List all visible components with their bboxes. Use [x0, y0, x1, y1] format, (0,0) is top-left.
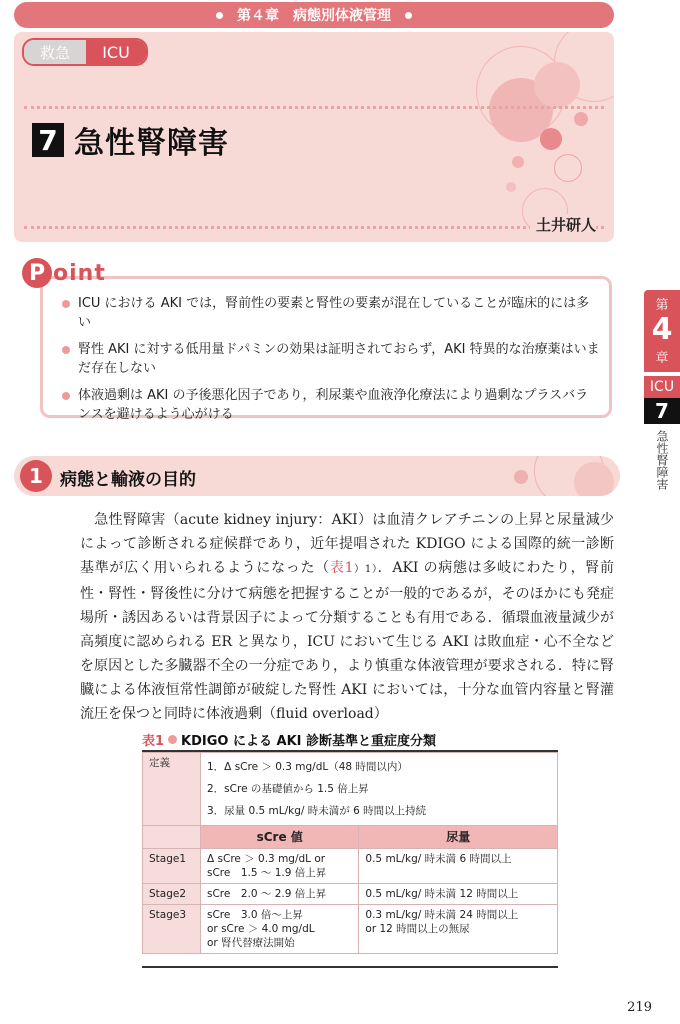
- cell-line: 0.5 mL/kg/ 時未満 12 時間以上: [365, 888, 519, 900]
- table-row: [143, 905, 558, 954]
- dotted-divider: [24, 226, 604, 229]
- author-name: 土井研人: [530, 214, 596, 235]
- page-title: [32, 118, 229, 162]
- table-header-row: [143, 826, 558, 849]
- body-text-part2: ．AKI の病態は多岐にわたり，腎前性・腎性・腎後性に分けて病態を把握することが一般的であるが，そのほかにも発症場所・誘因あるいは背景因子によって分類することも有用である．循環血液量減少が高頻度に認められる ER と異なり，ICU において生じる AKI は敗血症・心不全などを原因とした多臓器不全の一分症であり，より慎重な体液管理が要求される．特に腎臓による体液恒常性調節が破綻した腎性 AKI においては，十分な血管内容量と腎灌流圧を保つと同時に体液過剰（fluid overload）: [80, 560, 614, 722]
- section-number: 1: [20, 460, 52, 492]
- point-item: ICU における AKI では，腎前性の要素と腎性の要素が混在していることが臨床的には多い: [60, 294, 600, 332]
- cell-line: sCre 1.5 〜 1.9 倍上昇: [207, 867, 327, 879]
- decorative-circle: [514, 470, 528, 484]
- citation-superscript: ）1）: [353, 564, 378, 575]
- table-row: [143, 884, 558, 905]
- point-item: 腎性 AKI に対する低用量ドパミンの効果は証明されておらず，AKI 特異的な治療薬はいまだ存在しない: [60, 340, 600, 378]
- cell-line: or 腎代替療法開始: [207, 937, 295, 949]
- definition-item: 2．sCre の基礎値から 1.5 倍上昇: [207, 783, 369, 795]
- side-chapter-suffix: 章: [655, 351, 669, 366]
- point-label-text: oint: [53, 260, 106, 286]
- urine-cell: [359, 849, 558, 884]
- point-label: [22, 258, 106, 288]
- point-list: [60, 294, 600, 432]
- cell-line: 0.3 mL/kg/ 時未満 24 時間以上: [365, 909, 519, 921]
- header-panel: [14, 32, 614, 242]
- table-row: [143, 753, 558, 826]
- side-chapter-block: [644, 290, 680, 372]
- decorative-circle: [554, 154, 582, 182]
- cell-line: sCre 2.0 〜 2.9 倍上昇: [207, 888, 327, 900]
- chapter-side-tab: [644, 290, 680, 490]
- kdigo-table: [142, 752, 558, 954]
- dot-icon: [216, 12, 223, 19]
- stage-label: Stage3: [143, 905, 201, 954]
- stage-label: Stage1: [143, 849, 201, 884]
- decorative-circle: [540, 128, 562, 150]
- chapter-banner-text: 第４章 病態別体液管理: [237, 8, 391, 24]
- table-caption: [142, 730, 436, 749]
- table-row: [143, 849, 558, 884]
- side-chapter-prefix: 第: [655, 298, 669, 313]
- definition-item: 1．Δ sCre ＞ 0.3 mg/dL（48 時間以内）: [207, 761, 408, 773]
- tag-icu: ICU: [86, 40, 146, 64]
- cell-line: or 12 時間以上の無尿: [365, 923, 470, 935]
- tag-emergency: 救急: [24, 40, 86, 64]
- title-number: 7: [32, 123, 64, 157]
- decorative-circle: [574, 112, 588, 126]
- decorative-circle: [574, 462, 614, 496]
- definition-label: 定義: [143, 753, 201, 826]
- dotted-divider: [24, 106, 604, 109]
- decorative-circle: [506, 182, 516, 192]
- definition-cell: [201, 753, 558, 826]
- table-reference-link[interactable]: 表1: [329, 560, 354, 576]
- stage-label: Stage2: [143, 884, 201, 905]
- header-blank: [143, 826, 201, 849]
- decorative-circle: [534, 62, 580, 108]
- scre-cell: [201, 905, 359, 954]
- scre-cell: [201, 849, 359, 884]
- header-scre: sCre 値: [201, 826, 359, 849]
- page-number: 219: [627, 1000, 652, 1015]
- cell-line: sCre 3.0 倍〜上昇: [207, 909, 303, 921]
- urine-cell: [359, 905, 558, 954]
- dot-icon: [168, 735, 177, 744]
- side-chapter-number: 4: [651, 312, 673, 347]
- point-p-icon: P: [22, 258, 52, 288]
- dot-icon: [405, 12, 412, 19]
- section-title: 病態と輸液の目的: [60, 470, 196, 490]
- body-paragraph: [80, 508, 614, 726]
- side-section-number: 7: [644, 398, 680, 424]
- point-item: 体液過剰は AKI の予後悪化因子であり，利尿薬や血液浄化療法により過剰なプラスバランスを避けるよう心がける: [60, 386, 600, 424]
- header-urine: 尿量: [359, 826, 558, 849]
- cell-line: 0.5 mL/kg/ 時未満 6 時間以上: [365, 853, 512, 865]
- decorative-circle: [512, 156, 524, 168]
- cell-line: or sCre ＞ 4.0 mg/dL: [207, 923, 315, 935]
- section-heading: [14, 456, 620, 496]
- side-icu-label: ICU: [644, 376, 680, 398]
- chapter-banner: [14, 2, 614, 28]
- table-bottom-rule: [142, 966, 558, 968]
- title-text: 急性腎障害: [74, 126, 229, 161]
- scre-cell: [201, 884, 359, 905]
- side-vertical-title: 急性腎障害: [655, 430, 669, 490]
- body-text-part1: 急性腎障害（acute kidney injury：AKI）は血清クレアチニンの上昇と尿量減少によって診断される症候群であり，近年提唱された KDIGO による国際的統一診断基準が広く用いられるようになった（: [80, 512, 614, 576]
- category-tags: [22, 38, 148, 66]
- urine-cell: [359, 884, 558, 905]
- definition-item: 3．尿量 0.5 mL/kg/ 時未満が 6 時間以上持続: [207, 805, 427, 817]
- table-caption-label: 表1: [142, 734, 165, 749]
- cell-line: Δ sCre ＞ 0.3 mg/dL or: [207, 853, 326, 865]
- table-caption-title: KDIGO による AKI 診断基準と重症度分類: [181, 734, 437, 749]
